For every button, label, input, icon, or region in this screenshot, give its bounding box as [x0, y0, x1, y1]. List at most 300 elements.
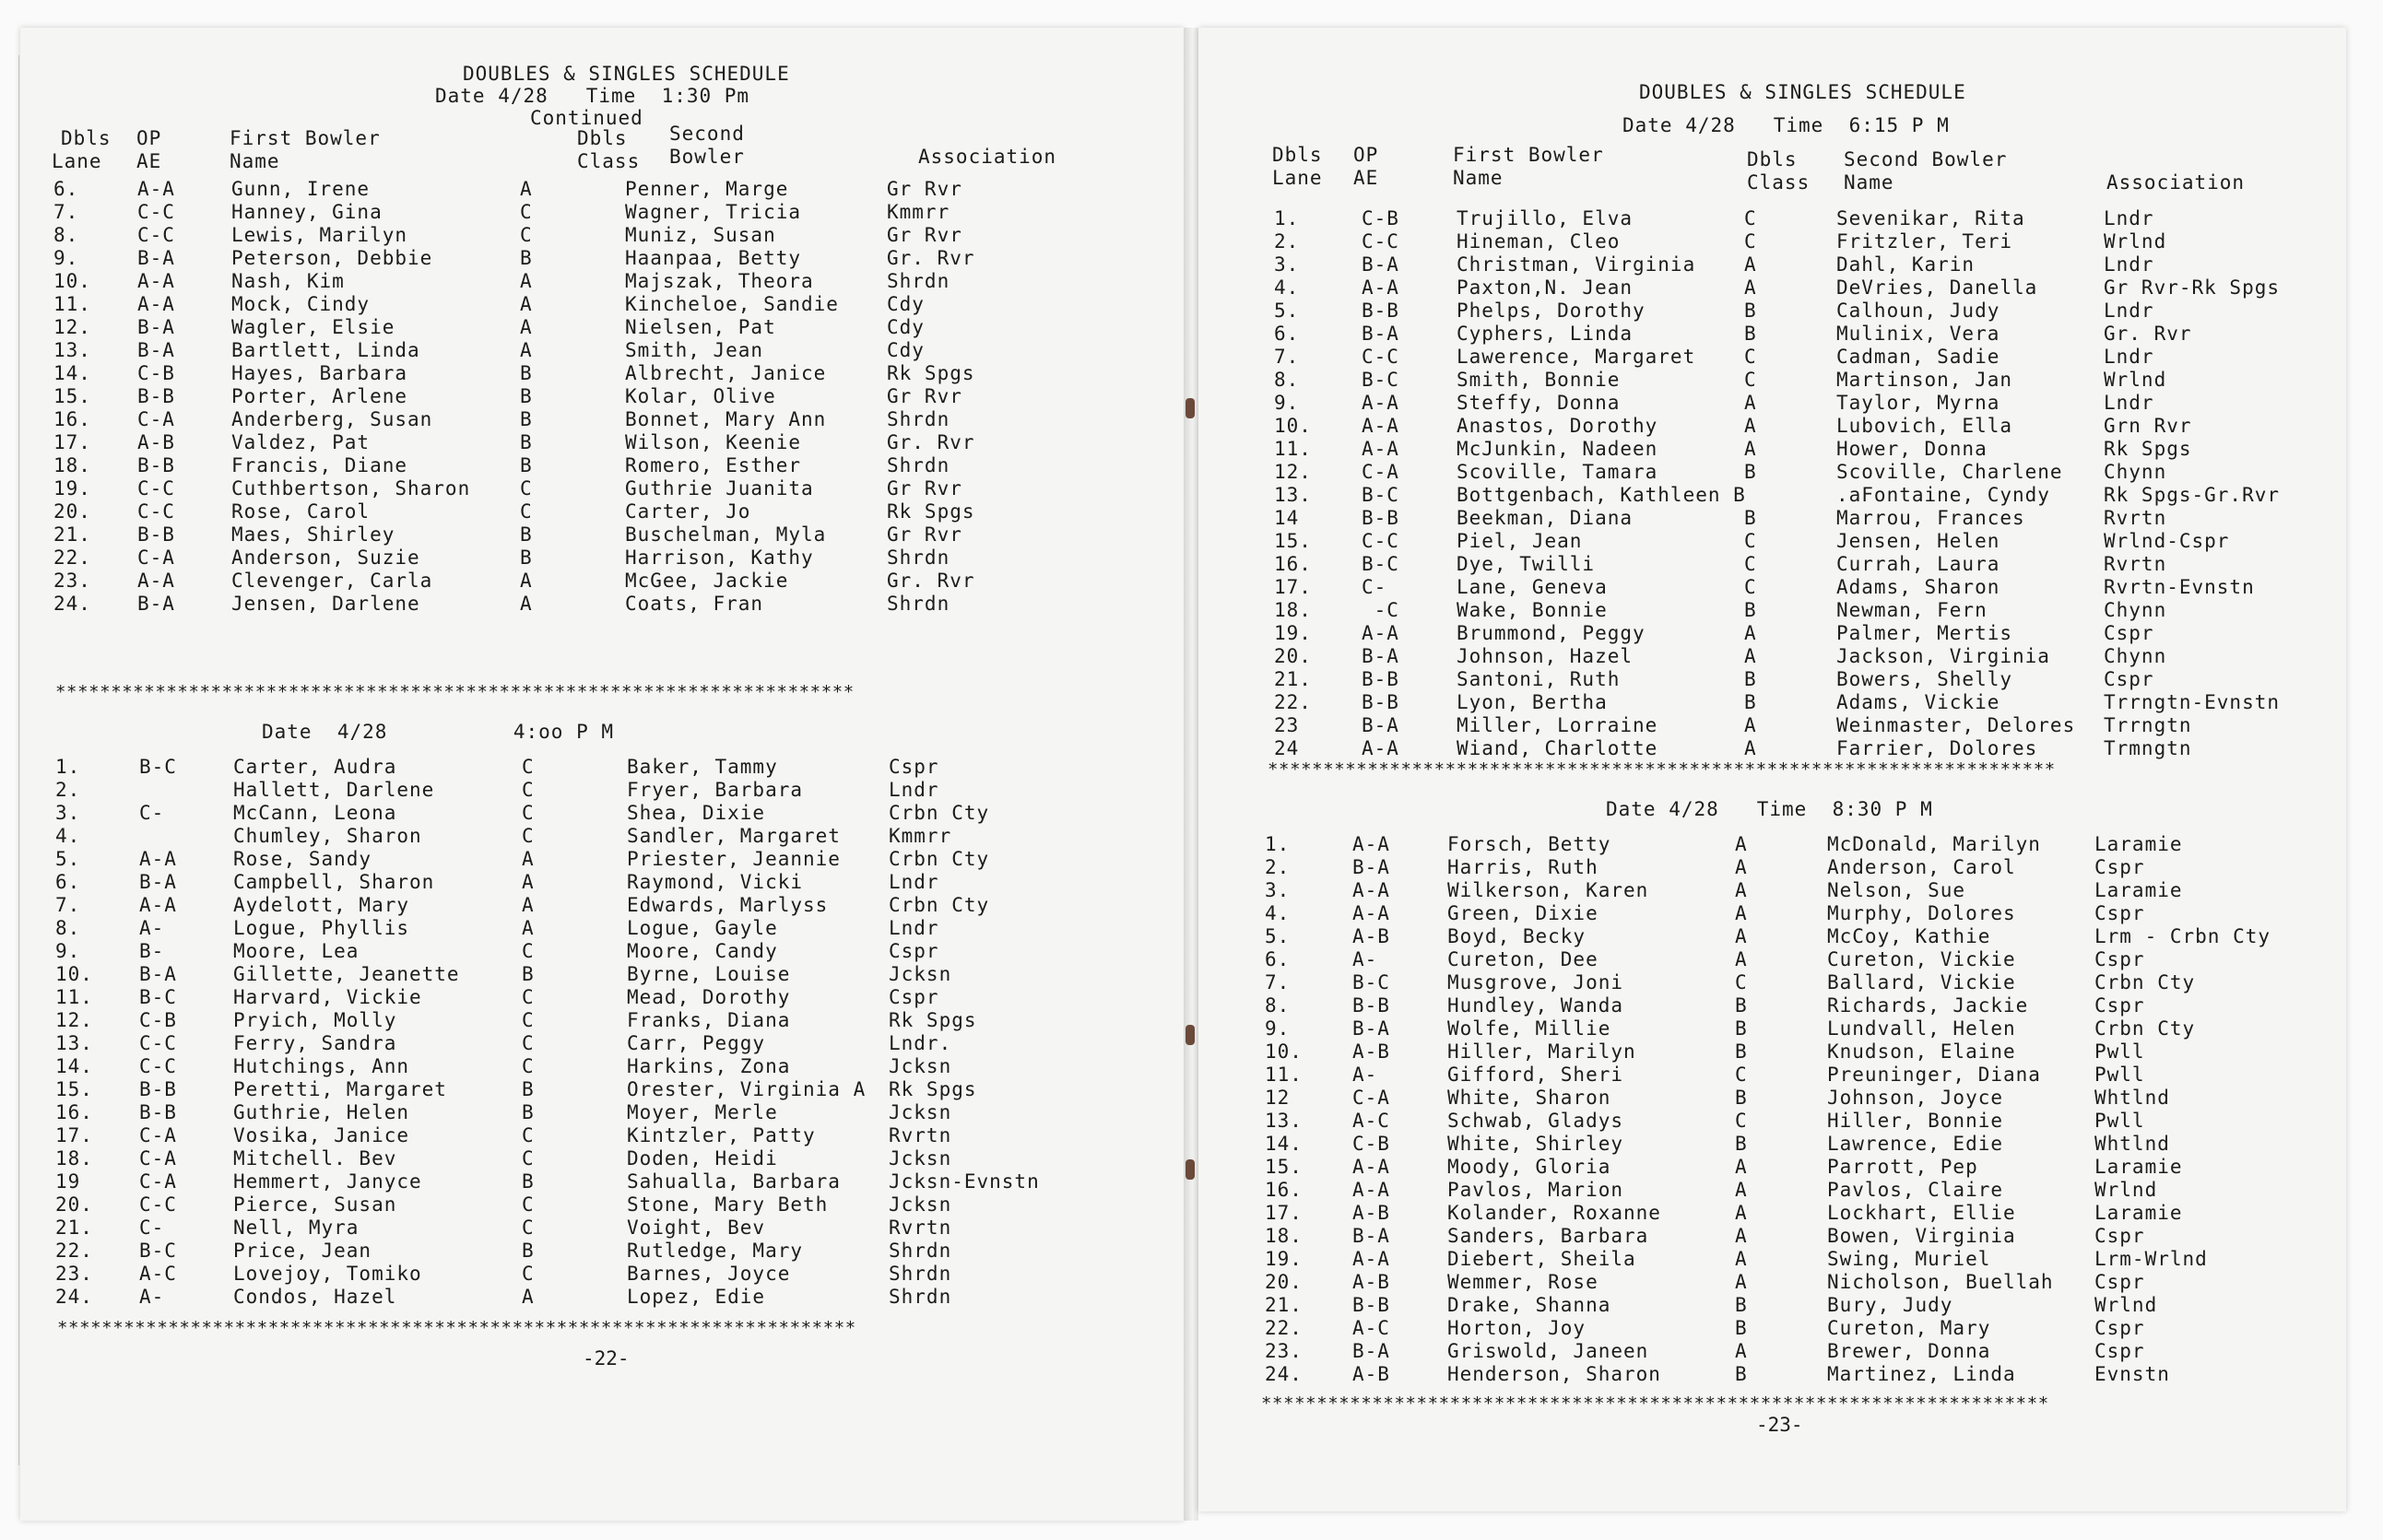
- op-ae-cell: A-B: [1352, 1202, 1390, 1224]
- dbls-class-cell: A: [520, 570, 533, 592]
- op-ae-cell: C-: [139, 1217, 165, 1239]
- association-cell: Cspr: [889, 986, 939, 1008]
- second-bowler-cell: Byrne, Louise: [627, 963, 791, 985]
- dbls-class-cell: C: [522, 986, 535, 1008]
- association-cell: Trrngtn-Evnstn: [2104, 691, 2281, 713]
- schedule-row: [1265, 1363, 2325, 1386]
- first-bowler-cell: Lewis, Marilyn: [231, 224, 408, 246]
- schedule-row: [1265, 1340, 2325, 1363]
- schedule-row: [1274, 276, 2334, 300]
- op-ae-cell: B-B: [137, 523, 175, 546]
- left-separator-1: ************************************************************************: [55, 682, 855, 702]
- header-lane-2: Lane: [52, 150, 102, 172]
- dbls-class-cell: C: [520, 201, 533, 223]
- lane-cell: 20.: [1274, 645, 1312, 667]
- schedule-row: [1265, 1248, 2325, 1271]
- first-bowler-cell: Diebert, Sheila: [1447, 1248, 1636, 1270]
- first-bowler-cell: Carter, Audra: [233, 756, 397, 778]
- second-bowler-cell: Bury, Judy: [1827, 1294, 1953, 1316]
- lane-cell: 7.: [1274, 346, 1300, 368]
- lane-cell: 23.: [53, 570, 91, 592]
- dbls-class-cell: C: [522, 756, 535, 778]
- lane-cell: 11.: [53, 293, 91, 315]
- op-ae-cell: A-A: [1362, 276, 1399, 299]
- schedule-row: [1265, 1017, 2325, 1040]
- schedule-row: [1274, 645, 2334, 668]
- op-ae-cell: A-A: [137, 570, 175, 592]
- association-cell: Jcksn: [889, 1193, 952, 1216]
- op-ae-cell: C-C: [1362, 230, 1399, 253]
- schedule-row: [1265, 1317, 2325, 1340]
- right-page-number: -23-: [1756, 1414, 1803, 1436]
- op-ae-cell: C-C: [1362, 530, 1399, 552]
- lane-cell: 20.: [55, 1193, 93, 1216]
- schedule-row: [1265, 1225, 2325, 1248]
- association-cell: Whtlnd: [2094, 1133, 2170, 1155]
- op-ae-cell: B-B: [139, 1101, 177, 1123]
- dbls-class-cell: A: [1744, 645, 1757, 667]
- first-bowler-cell: Wolfe, Millie: [1447, 1017, 1611, 1040]
- dbls-class-cell: C: [522, 940, 535, 962]
- left-session2-table: [55, 756, 1162, 1309]
- first-bowler-cell: Hiller, Marilyn: [1447, 1040, 1636, 1063]
- schedule-row: [1265, 1202, 2325, 1225]
- op-ae-cell: B-: [139, 940, 165, 962]
- dbls-class-cell: C: [522, 1217, 535, 1239]
- schedule-row: [53, 408, 1160, 431]
- schedule-row: [1274, 323, 2334, 346]
- first-bowler-cell: Campbell, Sharon: [233, 871, 435, 893]
- lane-cell: 6.: [55, 871, 81, 893]
- left-column-headers: [52, 123, 1158, 178]
- association-cell: Wrlnd: [2094, 1294, 2158, 1316]
- schedule-row: [1265, 1087, 2325, 1110]
- dbls-class-cell: A: [1735, 1179, 1748, 1201]
- schedule-row: [1274, 484, 2334, 507]
- lane-cell: 12.: [53, 316, 91, 338]
- association-cell: Rvrtn: [889, 1217, 952, 1239]
- first-bowler-cell: Forsch, Betty: [1447, 833, 1611, 855]
- association-cell: Chynn: [2104, 461, 2167, 483]
- association-cell: Wrlnd: [2104, 230, 2167, 253]
- op-ae-cell: A-C: [139, 1263, 177, 1285]
- second-bowler-cell: DeVries, Danella: [1836, 276, 2038, 299]
- association-cell: Rk Spgs: [889, 1009, 977, 1031]
- schedule-row: [1274, 691, 2334, 714]
- lane-cell: 5.: [1274, 300, 1300, 322]
- lane-cell: 14.: [53, 362, 91, 384]
- header-second-2: Bowler: [669, 146, 745, 168]
- op-ae-cell: C-A: [137, 547, 175, 569]
- dbls-class-cell: A: [520, 339, 533, 361]
- first-bowler-cell: Harvard, Vickie: [233, 986, 422, 1008]
- right-column-headers: [1272, 144, 2332, 194]
- first-bowler-cell: Miller, Lorraine: [1457, 714, 1658, 736]
- first-bowler-cell: Gunn, Irene: [231, 178, 371, 200]
- second-bowler-cell: Currah, Laura: [1836, 553, 2000, 575]
- association-cell: Crbn Cty: [889, 894, 990, 916]
- second-bowler-cell: Farrier, Dolores: [1836, 737, 2038, 759]
- lane-cell: 18.: [55, 1147, 93, 1170]
- left-separator-2: ************************************************************************: [57, 1318, 856, 1338]
- schedule-row: [1265, 879, 2325, 902]
- dbls-class-cell: B: [520, 454, 533, 476]
- second-bowler-cell: Stone, Mary Beth: [627, 1193, 829, 1216]
- second-bowler-cell: Bowers, Shelly: [1836, 668, 2013, 690]
- association-cell: Lndr: [889, 779, 939, 801]
- lane-cell: 8.: [1274, 369, 1300, 391]
- lane-cell: 8.: [55, 917, 81, 939]
- lane-cell: 16.: [1274, 553, 1312, 575]
- lane-cell: 16.: [1265, 1179, 1303, 1201]
- lane-cell: 15.: [1274, 530, 1312, 552]
- lane-cell: 13.: [53, 339, 91, 361]
- dbls-class-cell: B: [1735, 1317, 1748, 1339]
- op-ae-cell: B-A: [1352, 1340, 1390, 1362]
- header-second: Second Bowler: [1844, 148, 2008, 170]
- dbls-class-cell: A: [1744, 253, 1757, 276]
- op-ae-cell: A-A: [1362, 392, 1399, 414]
- first-bowler-cell: Johnson, Hazel: [1457, 645, 1634, 667]
- second-bowler-cell: Adams, Sharon: [1836, 576, 2000, 598]
- schedule-row: [1265, 1064, 2325, 1087]
- dbls-class-cell: A: [522, 1286, 535, 1308]
- second-bowler-cell: Pavlos, Claire: [1827, 1179, 2004, 1201]
- lane-cell: 2.: [1265, 856, 1291, 878]
- op-ae-cell: B-A: [137, 593, 175, 615]
- second-bowler-cell: Sahualla, Barbara: [627, 1170, 841, 1193]
- lane-cell: 18.: [53, 454, 91, 476]
- second-bowler-cell: Nicholson, Buellah: [1827, 1271, 2054, 1293]
- schedule-row: [1274, 207, 2334, 230]
- lane-cell: 10.: [55, 963, 93, 985]
- first-bowler-cell: Hineman, Cleo: [1457, 230, 1621, 253]
- second-bowler-cell: Raymond, Vicki: [627, 871, 804, 893]
- first-bowler-cell: Schwab, Gladys: [1447, 1110, 1624, 1132]
- lane-cell: 24.: [55, 1286, 93, 1308]
- op-ae-cell: B-A: [139, 871, 177, 893]
- association-cell: Cspr: [2094, 994, 2145, 1017]
- schedule-row: [53, 293, 1160, 316]
- schedule-row: [55, 871, 1162, 894]
- lane-cell: 22.: [53, 547, 91, 569]
- lane-cell: 10.: [1265, 1040, 1303, 1063]
- header-first: First Bowler: [1453, 144, 1604, 166]
- association-cell: Kmmrr: [889, 825, 952, 847]
- dbls-class-cell: A: [520, 178, 533, 200]
- op-ae-cell: A-A: [1362, 622, 1399, 644]
- lane-cell: 12.: [1274, 461, 1312, 483]
- first-bowler-cell: Hutchings, Ann: [233, 1055, 410, 1077]
- second-bowler-cell: Voight, Bev: [627, 1217, 766, 1239]
- schedule-row: [55, 940, 1162, 963]
- second-bowler-cell: Calhoun, Judy: [1836, 300, 2000, 322]
- lane-cell: 6.: [1265, 948, 1291, 970]
- second-bowler-cell: Lopez, Edie: [627, 1286, 766, 1308]
- association-cell: Kmmrr: [887, 201, 950, 223]
- op-ae-cell: A-: [1352, 948, 1378, 970]
- lane-cell: 22.: [1265, 1317, 1303, 1339]
- association-cell: Crbn Cty: [889, 848, 990, 870]
- second-bowler-cell: Newman, Fern: [1836, 599, 1988, 621]
- first-bowler-cell: Wake, Bonnie: [1457, 599, 1608, 621]
- schedule-row: [1265, 925, 2325, 948]
- first-bowler-cell: Steffy, Donna: [1457, 392, 1621, 414]
- header-op-2: AE: [136, 150, 162, 172]
- association-cell: Jcksn: [889, 1101, 952, 1123]
- schedule-row: [1274, 576, 2334, 599]
- schedule-row: [55, 1170, 1162, 1193]
- second-bowler-cell: Moore, Candy: [627, 940, 778, 962]
- association-cell: Gr Rvr: [887, 224, 962, 246]
- header-first-2: Name: [1453, 167, 1504, 189]
- dbls-class-cell: C: [522, 1055, 535, 1077]
- op-ae-cell: B-B: [1362, 300, 1399, 322]
- schedule-row: [1274, 622, 2334, 645]
- dbls-class-cell: C: [522, 802, 535, 824]
- lane-cell: 9.: [53, 247, 79, 269]
- dbls-class-cell: B: [1744, 599, 1757, 621]
- second-bowler-cell: Parrott, Pep: [1827, 1156, 1978, 1178]
- association-cell: Chynn: [2104, 599, 2167, 621]
- lane-cell: 19.: [1265, 1248, 1303, 1270]
- second-bowler-cell: Jensen, Helen: [1836, 530, 2000, 552]
- dbls-class-cell: C: [520, 477, 533, 500]
- left-session2-date: Date 4/28 4:oo P M: [262, 721, 615, 743]
- schedule-row: [1274, 346, 2334, 369]
- schedule-row: [55, 1147, 1162, 1170]
- second-bowler-cell: Anderson, Carol: [1827, 856, 2016, 878]
- dbls-class-cell: B: [1735, 1040, 1748, 1063]
- first-bowler-cell: Kolander, Roxanne: [1447, 1202, 1661, 1224]
- association-cell: Gr. Rvr: [2104, 323, 2192, 345]
- association-cell: Gr. Rvr: [887, 570, 975, 592]
- first-bowler-cell: Hallett, Darlene: [233, 779, 435, 801]
- association-cell: Cdy: [887, 293, 925, 315]
- lane-cell: 15.: [53, 385, 91, 407]
- lane-cell: 17.: [53, 431, 91, 453]
- op-ae-cell: B-A: [137, 339, 175, 361]
- lane-cell: 19: [55, 1170, 81, 1193]
- lane-cell: 13.: [1265, 1110, 1303, 1132]
- lane-cell: 24: [1274, 737, 1300, 759]
- association-cell: Chynn: [2104, 645, 2167, 667]
- second-bowler-cell: Weinmaster, Delores: [1836, 714, 2076, 736]
- dbls-class-cell: A: [522, 871, 535, 893]
- op-ae-cell: C-C: [1362, 346, 1399, 368]
- lane-cell: 2.: [1274, 230, 1300, 253]
- lane-cell: 4.: [1274, 276, 1300, 299]
- first-bowler-cell: Rose, Sandy: [233, 848, 372, 870]
- schedule-row: [1265, 971, 2325, 994]
- dbls-class-cell: B: [522, 1101, 535, 1123]
- dbls-class-cell: C: [522, 825, 535, 847]
- schedule-row: [1265, 856, 2325, 879]
- dbls-class-cell: B: [520, 362, 533, 384]
- dbls-class-cell: A: [1744, 438, 1757, 460]
- first-bowler-cell: Santoni, Ruth: [1457, 668, 1621, 690]
- association-cell: Jcksn-Evnstn: [889, 1170, 1040, 1193]
- second-bowler-cell: Marrou, Frances: [1836, 507, 2025, 529]
- second-bowler-cell: Lawrence, Edie: [1827, 1133, 2004, 1155]
- dbls-class-cell: B: [1744, 300, 1757, 322]
- schedule-row: [1274, 253, 2334, 276]
- second-bowler-cell: Hower, Donna: [1836, 438, 1988, 460]
- first-bowler-cell: Wagler, Elsie: [231, 316, 395, 338]
- schedule-row: [53, 178, 1160, 201]
- left-title: DOUBLES & SINGLES SCHEDULE: [463, 63, 790, 85]
- second-bowler-cell: Murphy, Dolores: [1827, 902, 2016, 924]
- op-ae-cell: B-B: [1362, 668, 1399, 690]
- second-bowler-cell: Orester, Virginia A: [627, 1078, 867, 1100]
- association-cell: Jcksn: [889, 963, 952, 985]
- lane-cell: 19.: [53, 477, 91, 500]
- lane-cell: 20.: [53, 500, 91, 523]
- dbls-class-cell: A: [522, 848, 535, 870]
- op-ae-cell: B-A: [137, 316, 175, 338]
- dbls-class-cell: C: [1744, 230, 1757, 253]
- schedule-row: [55, 963, 1162, 986]
- second-bowler-cell: Barnes, Joyce: [627, 1263, 791, 1285]
- op-ae-cell: C-B: [137, 362, 175, 384]
- op-ae-cell: -C: [1362, 599, 1399, 621]
- dbls-class-cell: B: [520, 523, 533, 546]
- header-class: Dbls: [577, 127, 628, 149]
- association-cell: Grn Rvr: [2104, 415, 2192, 437]
- schedule-row: [1274, 668, 2334, 691]
- dbls-class-cell: B: [520, 408, 533, 430]
- lane-cell: 16.: [55, 1101, 93, 1123]
- dbls-class-cell: B: [520, 385, 533, 407]
- op-ae-cell: B-C: [1352, 971, 1390, 993]
- association-cell: Wrlnd: [2094, 1179, 2158, 1201]
- schedule-row: [53, 431, 1160, 454]
- op-ae-cell: C-C: [139, 1055, 177, 1077]
- lane-cell: 13.: [55, 1032, 93, 1054]
- first-bowler-cell: Cuthbertson, Sharon: [231, 477, 471, 500]
- schedule-row: [55, 802, 1162, 825]
- op-ae-cell: B-C: [1362, 369, 1399, 391]
- dbls-class-cell: C: [1735, 1064, 1748, 1086]
- association-cell: Gr. Rvr: [887, 247, 975, 269]
- association-cell: Rk Spgs-Gr.Rvr: [2104, 484, 2281, 506]
- second-bowler-cell: Martinson, Jan: [1836, 369, 2013, 391]
- op-ae-cell: B-A: [1352, 1017, 1390, 1040]
- second-bowler-cell: Harrison, Kathy: [625, 547, 814, 569]
- lane-cell: 18.: [1274, 599, 1312, 621]
- second-bowler-cell: Sevenikar, Rita: [1836, 207, 2025, 229]
- first-bowler-cell: Ferry, Sandra: [233, 1032, 397, 1054]
- first-bowler-cell: Peterson, Debbie: [231, 247, 433, 269]
- op-ae-cell: B-B: [1352, 994, 1390, 1017]
- dbls-class-cell: A: [1744, 392, 1757, 414]
- header-lane: Dbls: [1272, 144, 1323, 166]
- header-op-2: AE: [1353, 167, 1379, 189]
- second-bowler-cell: Baker, Tammy: [627, 756, 778, 778]
- second-bowler-cell: Mead, Dorothy: [627, 986, 791, 1008]
- second-bowler-cell: Knudson, Elaine: [1827, 1040, 2016, 1063]
- dbls-class-cell: A: [1735, 948, 1748, 970]
- association-cell: Gr Rvr: [887, 523, 962, 546]
- association-cell: Shrdn: [887, 408, 950, 430]
- op-ae-cell: A-: [139, 917, 165, 939]
- schedule-row: [55, 756, 1162, 779]
- schedule-row: [1274, 599, 2334, 622]
- dbls-class-cell: A: [1735, 1340, 1748, 1362]
- dbls-class-cell: B: [1744, 507, 1757, 529]
- binding-fold: [1184, 28, 1198, 1521]
- op-ae-cell: C-A: [139, 1147, 177, 1170]
- second-bowler-cell: Harkins, Zona: [627, 1055, 791, 1077]
- header-op: OP: [1353, 144, 1379, 166]
- dbls-class-cell: A: [1744, 714, 1757, 736]
- schedule-row: [1265, 1179, 2325, 1202]
- right-session1-date: Date 4/28 Time 6:15 P M: [1622, 114, 1950, 136]
- schedule-row: [55, 1078, 1162, 1101]
- lane-cell: 23.: [1265, 1340, 1303, 1362]
- op-ae-cell: B-A: [1362, 323, 1399, 345]
- lane-cell: 14: [1274, 507, 1300, 529]
- first-bowler-cell: Henderson, Sharon: [1447, 1363, 1661, 1385]
- first-bowler-cell: Christman, Virginia: [1457, 253, 1696, 276]
- staple-mark: [1186, 1025, 1195, 1045]
- association-cell: Trrngtn: [2104, 714, 2192, 736]
- second-bowler-cell: Ballard, Vickie: [1827, 971, 2016, 993]
- second-bowler-cell: Carr, Peggy: [627, 1032, 766, 1054]
- second-bowler-cell: Smith, Jean: [625, 339, 764, 361]
- op-ae-cell: A-C: [1352, 1317, 1390, 1339]
- association-cell: Cspr: [2094, 948, 2145, 970]
- right-title: DOUBLES & SINGLES SCHEDULE: [1639, 81, 1966, 103]
- op-ae-cell: B-A: [1362, 714, 1399, 736]
- lane-cell: 3.: [1274, 253, 1300, 276]
- dbls-class-cell: B: [1744, 323, 1757, 345]
- lane-cell: 22.: [1274, 691, 1312, 713]
- first-bowler-cell: Vosika, Janice: [233, 1124, 410, 1146]
- lane-cell: 15.: [1265, 1156, 1303, 1178]
- lane-cell: 11.: [55, 986, 93, 1008]
- schedule-row: [53, 362, 1160, 385]
- second-bowler-cell: Adams, Vickie: [1836, 691, 2000, 713]
- second-bowler-cell: Kolar, Olive: [625, 385, 776, 407]
- op-ae-cell: A-A: [1352, 902, 1390, 924]
- dbls-class-cell: C: [1744, 530, 1757, 552]
- right-session2-date: Date 4/28 Time 8:30 P M: [1606, 798, 1933, 820]
- op-ae-cell: B-B: [137, 385, 175, 407]
- op-ae-cell: A-B: [1352, 1040, 1390, 1063]
- schedule-row: [1274, 438, 2334, 461]
- op-ae-cell: B-C: [1362, 484, 1399, 506]
- schedule-row: [55, 1101, 1162, 1124]
- header-class-2: Class: [1747, 171, 1811, 194]
- op-ae-cell: C-C: [137, 224, 175, 246]
- op-ae-cell: A-A: [139, 894, 177, 916]
- dbls-class-cell: A: [522, 917, 535, 939]
- dbls-class-cell: A: [1735, 1225, 1748, 1247]
- dbls-class-cell: C: [520, 224, 533, 246]
- first-bowler-cell: Lane, Geneva: [1457, 576, 1608, 598]
- association-cell: Jcksn: [889, 1147, 952, 1170]
- dbls-class-cell: A: [1735, 879, 1748, 901]
- first-bowler-cell: Beekman, Diana: [1457, 507, 1634, 529]
- second-bowler-cell: Richards, Jackie: [1827, 994, 2029, 1017]
- schedule-row: [1274, 300, 2334, 323]
- dbls-class-cell: C: [522, 1193, 535, 1216]
- lane-cell: 22.: [55, 1240, 93, 1262]
- schedule-row: [55, 1124, 1162, 1147]
- dbls-class-cell: B: [520, 431, 533, 453]
- first-bowler-cell: Clevenger, Carla: [231, 570, 433, 592]
